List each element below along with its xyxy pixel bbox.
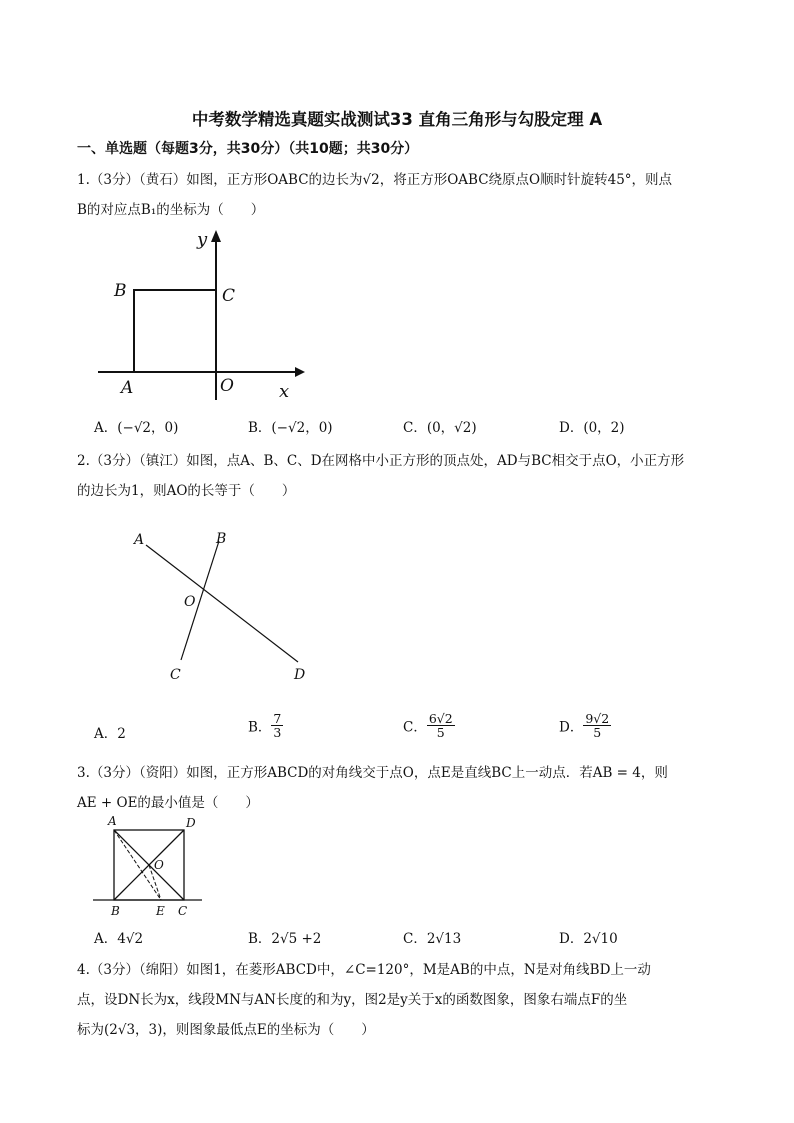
q3-option-b: B．2√5 +2 <box>248 931 322 947</box>
q3-label-C: C <box>178 904 188 918</box>
q3-label-B: B <box>111 904 120 918</box>
q1-label-C: C <box>222 286 236 306</box>
q2-option-c: C． $\frac{6√2}{5}$ <box>403 711 453 741</box>
q1-label-y: y <box>197 229 208 250</box>
q1-option-d: D．(0，2) <box>559 420 625 436</box>
q2-option-a: A．2 <box>94 726 126 742</box>
q2-text-line1: 2.（3分）（镇江）如图，点A、B、C、D在网格中小正方形的顶点处，AD与BC相交于点O，小正方形 <box>77 453 685 469</box>
q2-figure <box>128 528 318 690</box>
q2-option-b: B． $\frac{7}{3}$ <box>248 711 282 741</box>
q3-option-a: A．4√2 <box>94 931 144 947</box>
section-heading: 一、单选题（每题3分，共30分）（共10题；共30分） <box>77 141 419 157</box>
q3-label-E: E <box>156 904 165 918</box>
q1-label-A: A <box>121 378 134 398</box>
q3-figure <box>90 813 208 919</box>
q1-label-x: x <box>279 381 290 402</box>
q3-text-line1: 3.（3分）（资阳）如图，正方形ABCD的对角线交于点O，点E是直线BC上一动点．若AB = 4，则 <box>77 765 668 781</box>
q3-text-line2: AE + OE的最小值是（ ） <box>77 795 259 811</box>
q4-text-line1: 4.（3分）（绵阳）如图1，在菱形ABCD中，∠C=120°，M是AB的中点，N是对角线BD上一动 <box>77 962 651 978</box>
q3-option-d: D．2√10 <box>559 931 618 947</box>
q2-label-D: D <box>294 667 306 683</box>
q2-label-O: O <box>184 594 196 610</box>
q3-label-A: A <box>108 814 117 828</box>
q2-text-line2: 的边长为1，则AO的长等于（ ） <box>77 483 296 499</box>
q2-label-A: A <box>134 532 145 548</box>
q1-option-c: C．(0，√2) <box>403 420 477 436</box>
q4-text-line3: 标为(2√3，3)，则图象最低点E的坐标为（ ） <box>77 1022 375 1038</box>
q3-label-O: O <box>154 858 164 872</box>
q1-label-O: O <box>220 376 234 396</box>
q3-option-c: C．2√13 <box>403 931 462 947</box>
q2-label-B: B <box>216 531 227 547</box>
q1-label-B: B <box>114 281 127 301</box>
q1-figure <box>90 226 310 406</box>
q1-option-a: A．(−√2，0) <box>94 420 179 436</box>
q2-label-C: C <box>170 667 181 683</box>
q4-text-line2: 点，设DN长为x，线段MN与AN长度的和为y，图2是y关于x的函数图象，图象右端点F的坐 <box>77 992 628 1008</box>
q1-text-line2: B的对应点B₁的坐标为（ ） <box>77 202 265 218</box>
q1-option-b: B．(−√2，0) <box>248 420 333 436</box>
page-title: 中考数学精选真题实战测试33 直角三角形与勾股定理 A <box>191 110 603 129</box>
q1-text-line1: 1.（3分）（黄石）如图，正方形OABC的边长为√2，将正方形OABC绕原点O顺时针旋转45°，则点 <box>77 172 673 188</box>
q3-label-D: D <box>186 816 196 830</box>
q2-option-d: D． $\frac{9√2}{5}$ <box>559 711 610 741</box>
